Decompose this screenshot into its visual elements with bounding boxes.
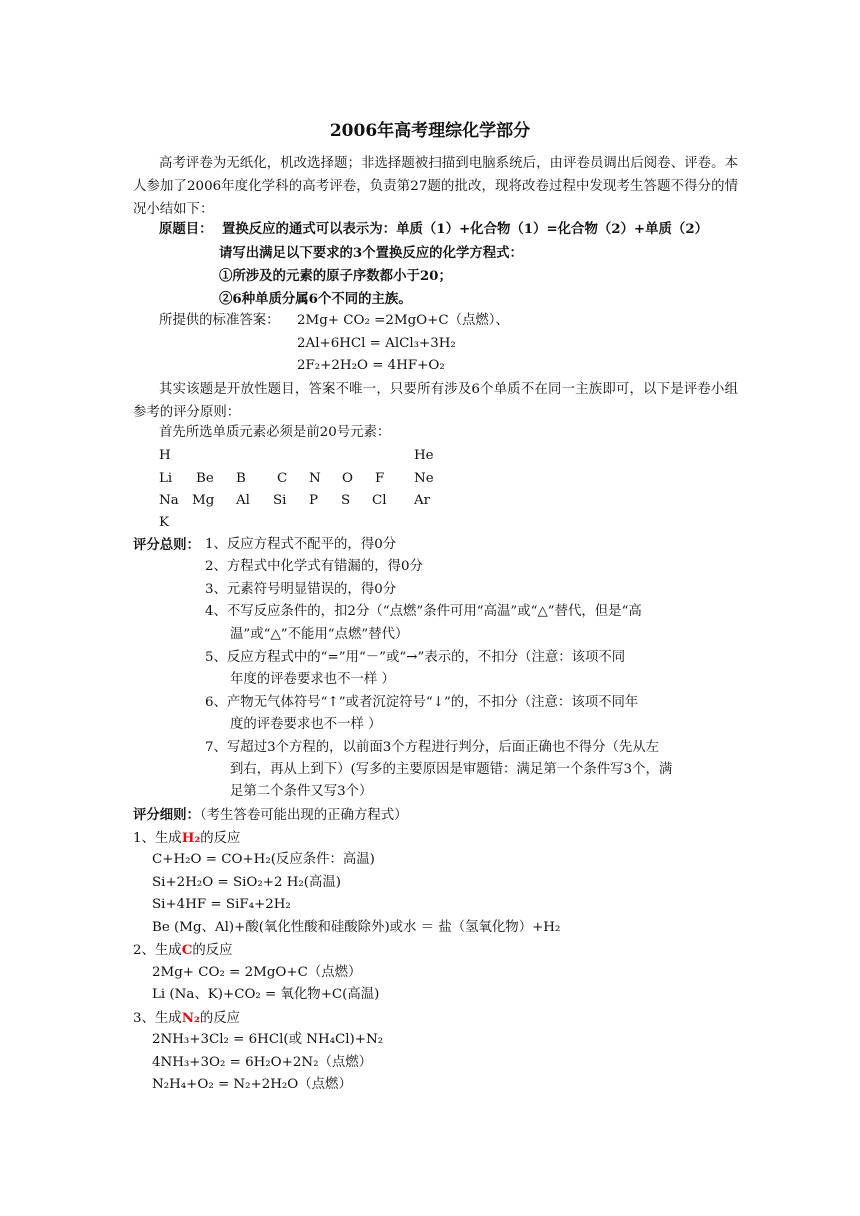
equation: 2NH₃+3Cl₂ = 6HCl(或 NH₄Cl)+N₂ <box>152 1032 384 1047</box>
equation: Si+2H₂O = SiO₂+2 H₂(高温) <box>152 875 342 890</box>
section-suffix: 的反应 <box>199 1011 240 1026</box>
rule-6-line-1: 6、产物无气体符号“↑”或者沉淀符号“↓”的，不扣分（注意：该项不同年 <box>205 695 639 710</box>
element-cell: Ne <box>414 471 434 486</box>
section-prefix: 1、生成 <box>133 831 182 846</box>
element-cell: Be <box>196 471 214 486</box>
section-suffix: 的反应 <box>200 831 241 846</box>
equation: N₂H₄+O₂ = N₂+2H₂O（点燃） <box>152 1077 352 1092</box>
element-cell: F <box>375 471 385 486</box>
element-cell: Li <box>159 471 173 486</box>
rules-label: 评分总则： <box>133 537 200 553</box>
answer-equation-3: 2F₂+2H₂O = 4HF+O₂ <box>297 358 445 373</box>
element-cell: Cl <box>372 493 387 508</box>
equation: Li (Na、K)+CO₂ = 氧化物+C(高温) <box>152 987 380 1002</box>
question-line-2: 请写出满足以下要求的3个置换反应的化学方程式： <box>219 245 523 261</box>
equation: Be (Mg、Al)+酸(氧化性酸和硅酸除外)或水 ＝ 盐（氢氧化物）+H₂ <box>152 920 561 935</box>
rule-3: 3、元素符号明显错误的，得0分 <box>205 582 397 597</box>
element-cell: He <box>414 448 434 463</box>
question-line-1: 置换反应的通式可以表示为：单质（1）+化合物（1）=化合物（2）+单质（2） <box>222 221 709 237</box>
section-heading <box>133 828 240 849</box>
rule-7-line-2: 到右，再从上到下）(写多的主要原因是审题错：满足第一个条件写3个，满 <box>230 762 673 777</box>
rule-7-line-3: 足第二个条件又写3个） <box>230 784 373 799</box>
answer-label: 所提供的标准答案： <box>159 313 280 328</box>
element-cell: Mg <box>192 493 215 508</box>
equation: Si+4HF = SiF₄+2H₂ <box>152 897 291 912</box>
rule-5-line-1: 5、反应方程式中的“=”用“－”或“→”表示的，不扣分（注意：该项不同 <box>205 650 626 665</box>
detail-note: （考生答卷可能出现的正确方程式） <box>199 808 408 823</box>
rule-7-line-1: 7、写超过3个方程的，以前面3个方程进行判分，后面正确也不得分（先从左 <box>205 740 660 755</box>
rule-5-line-2: 年度的评卷要求也不一样 ） <box>230 672 395 687</box>
rule-4-line-2: 温”或“△”不能用“点燃”替代） <box>230 627 409 642</box>
element-cell: H <box>159 448 171 463</box>
section-prefix: 2、生成 <box>133 943 182 958</box>
section-prefix: 3、生成 <box>133 1011 182 1026</box>
section-suffix: 的反应 <box>192 943 233 958</box>
product-h2: H₂ <box>181 830 201 846</box>
open-question-note: 其实该题是开放性题目，答案不唯一，只要所有涉及6个单质不在同一主族即可，以下是评卷小组参考的评分原则： <box>133 382 738 420</box>
element-cell: B <box>236 471 246 486</box>
question-line-4: ②6种单质分属6个不同的主族。 <box>219 291 412 307</box>
element-cell: O <box>342 471 353 486</box>
element-cell: K <box>159 515 170 530</box>
answer-equation-1: 2Mg+ CO₂ =2MgO+C（点燃）、 <box>297 313 509 328</box>
element-cell: Ar <box>414 493 431 508</box>
section-heading <box>133 1008 240 1029</box>
element-cell: Al <box>236 493 250 508</box>
element-cell: C <box>277 471 288 486</box>
element-cell: Si <box>273 493 287 508</box>
detail-heading <box>133 805 408 826</box>
detail-label: 评分细则： <box>133 807 200 823</box>
element-cell: N <box>309 471 321 486</box>
product-n2: N₂ <box>181 1010 200 1026</box>
element-cell: Na <box>159 493 179 508</box>
page-title: 2006年高考理综化学部分 <box>329 121 531 141</box>
rule-6-line-2: 度的评卷要求也不一样 ） <box>230 717 382 732</box>
rule-4-line-1: 4、不写反应条件的，扣2分（“点燃”条件可用“高温”或“△”替代，但是“高 <box>205 604 642 619</box>
element-cell: P <box>309 493 319 508</box>
equation: 2Mg+ CO₂ = 2MgO+C（点燃） <box>152 965 362 980</box>
equation: 4NH₃+3O₂ = 6H₂O+2N₂（点燃） <box>152 1055 373 1070</box>
answer-equation-2: 2Al+6HCl = AlCl₃+3H₂ <box>297 336 456 351</box>
rule-2: 2、方程式中化学式有错漏的，得0分 <box>205 559 423 574</box>
intro-paragraph: 高考评卷为无纸化，机改选择题；非选择题被扫描到电脑系统后，由评卷员调出后阅卷、评卷。本人参加了2006年度化学科的高考评卷，负责第27题的批改，现将改卷过程中发现考生答题不得分的情况小结如下： <box>133 156 738 217</box>
question-line-3: ①所涉及的元素的原子序数都小于20； <box>219 268 452 284</box>
section-heading <box>133 940 233 961</box>
element-intro: 首先所选单质元素必须是前20号元素： <box>159 425 391 440</box>
product-c: C <box>181 942 193 958</box>
element-cell: S <box>341 493 351 508</box>
equation: C+H₂O = CO+H₂(反应条件：高温) <box>152 852 375 867</box>
question-label: 原题目： <box>159 221 213 237</box>
rule-1: 1、反应方程式不配平的，得0分 <box>205 537 397 552</box>
